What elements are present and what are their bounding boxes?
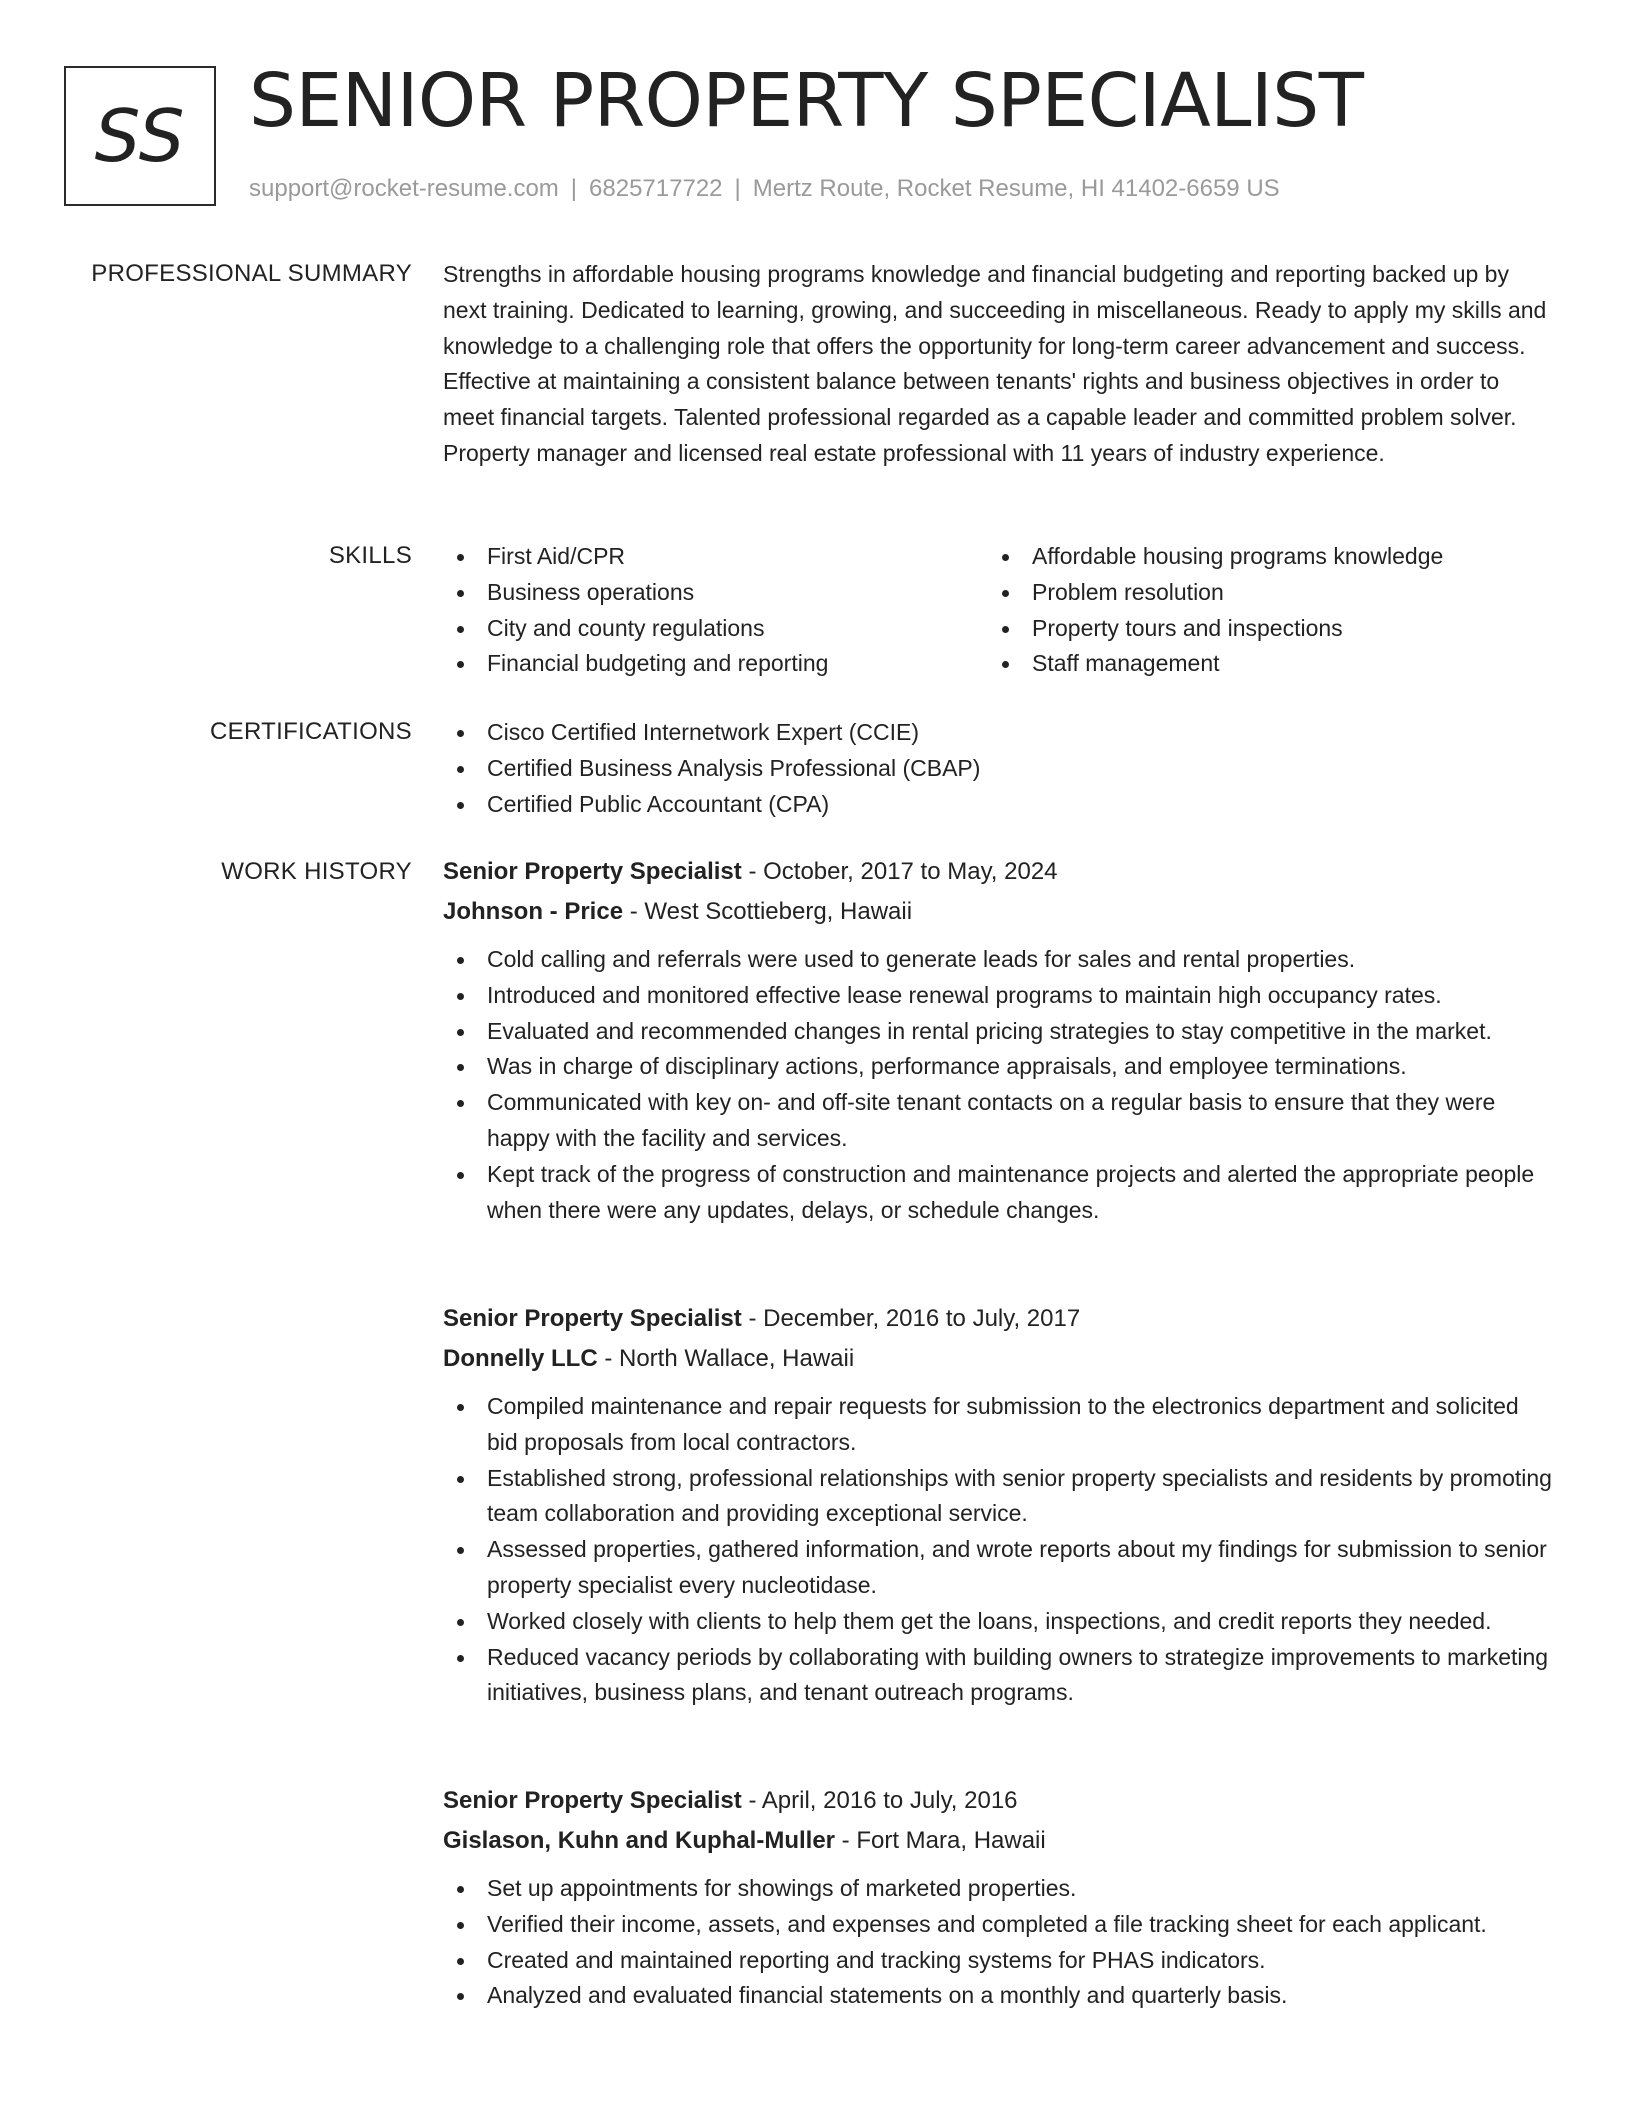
- certification-item: Certified Public Accountant (CPA): [443, 787, 1555, 823]
- monogram-box: [64, 66, 216, 206]
- contact-email[interactable]: support@rocket-resume.com: [249, 175, 559, 202]
- certification-item: Certified Business Analysis Professional (CBAP): [443, 751, 1555, 787]
- job-dates: October, 2017 to May, 2024: [763, 858, 1058, 885]
- job-bullet: Was in charge of disciplinary actions, performance appraisals, and employee terminations.: [443, 1049, 1555, 1085]
- contact-separator: |: [570, 175, 578, 202]
- certifications-section: [443, 715, 1555, 822]
- job-bullet: Evaluated and recommended changes in rental pricing strategies to stay competitive in the market.: [443, 1014, 1555, 1050]
- job-title-line: [443, 852, 1555, 892]
- certification-item: Cisco Certified Internetwork Expert (CCIE): [443, 715, 1555, 751]
- contact-phone[interactable]: 6825717722: [589, 175, 723, 202]
- resume-title: SENIOR PROPERTY SPECIALIST: [249, 58, 1364, 144]
- job-company-line: [443, 892, 1555, 932]
- section-label-certifications: CERTIFICATIONS: [210, 718, 412, 745]
- job-bullet: Communicated with key on- and off-site tenant contacts on a regular basis to ensure that they were happy with the facility and services.: [443, 1085, 1555, 1157]
- job-location: Fort Mara, Hawaii: [856, 1827, 1046, 1854]
- section-label-work-history: WORK HISTORY: [221, 858, 412, 885]
- contact-address: Mertz Route, Rocket Resume, HI 41402-6659 US: [752, 175, 1280, 202]
- monogram-initials: SS: [94, 94, 186, 178]
- dash: -: [623, 898, 645, 925]
- job-bullets: [443, 1389, 1555, 1711]
- job-bullet: Created and maintained reporting and tracking systems for PHAS indicators.: [443, 1943, 1555, 1979]
- dash: -: [741, 1787, 762, 1814]
- job-company-line: [443, 1339, 1555, 1379]
- skill-item: Affordable housing programs knowledge: [988, 539, 1548, 575]
- job-bullet: Assessed properties, gathered information, and wrote reports about my findings for submission to senior property specialist every nucleotidase.: [443, 1532, 1555, 1604]
- job-bullet: Cold calling and referrals were used to generate leads for sales and rental properties.: [443, 942, 1555, 978]
- dash: -: [597, 1345, 619, 1372]
- job-company: Johnson - Price: [443, 898, 624, 925]
- job-entry: [443, 852, 1555, 1228]
- job-entry: [443, 1781, 1555, 2014]
- job-bullet: Compiled maintenance and repair requests for submission to the electronics department and solicited bid proposals from local contractors.: [443, 1389, 1555, 1461]
- job-company: Donnelly LLC: [443, 1345, 598, 1372]
- job-bullets: [443, 1871, 1555, 2014]
- dash: -: [741, 858, 764, 885]
- job-bullet: Established strong, professional relationships with senior property specialists and residents by promoting team collaboration and providing exceptional service.: [443, 1461, 1555, 1533]
- job-dates: April, 2016 to July, 2016: [761, 1787, 1018, 1814]
- skill-item: City and county regulations: [443, 611, 988, 647]
- job-dates: December, 2016 to July, 2017: [763, 1305, 1081, 1332]
- job-location: North Wallace, Hawaii: [619, 1345, 855, 1372]
- job-bullet: Set up appointments for showings of marketed properties.: [443, 1871, 1555, 1907]
- dash: -: [741, 1305, 764, 1332]
- skill-item: Problem resolution: [988, 575, 1548, 611]
- contact-separator: |: [734, 175, 741, 202]
- job-company-line: [443, 1821, 1555, 1861]
- contact-line: [249, 171, 1280, 207]
- skill-item: First Aid/CPR: [443, 539, 988, 575]
- skill-item: Property tours and inspections: [988, 611, 1548, 647]
- skills-section: [443, 539, 1555, 682]
- skill-item: Staff management: [988, 646, 1548, 682]
- job-title-line: [443, 1299, 1555, 1339]
- job-bullet: Verified their income, assets, and expenses and completed a file tracking sheet for each applicant.: [443, 1907, 1555, 1943]
- job-bullet: Analyzed and evaluated financial statements on a monthly and quarterly basis.: [443, 1978, 1555, 2014]
- job-title-line: [443, 1781, 1555, 1821]
- job-location: West Scottieberg, Hawaii: [644, 898, 913, 925]
- summary-section: [443, 257, 1555, 472]
- skills-list-left: [443, 539, 988, 682]
- dash: -: [835, 1827, 857, 1854]
- job-bullet: Kept track of the progress of construction and maintenance projects and alerted the appropriate people when there were any updates, delays, or schedule changes.: [443, 1157, 1555, 1229]
- job-bullets: [443, 942, 1555, 1228]
- job-company: Gislason, Kuhn and Kuphal-Muller: [443, 1827, 836, 1854]
- job-bullet: Reduced vacancy periods by collaborating with building owners to strategize improvements to marketing initiatives, business plans, and tenant outreach programs.: [443, 1640, 1555, 1712]
- section-label-summary: PROFESSIONAL SUMMARY: [91, 260, 412, 287]
- summary-text: Strengths in affordable housing programs knowledge and financial budgeting and reporting backed up by next training. Dedicated to learning, growing, and succeeding in miscellaneous. Ready to apply my skills and knowledge to a challenging role that offers the opportunity for long-term career advancement and success. Effective at maintaining a consistent balance between tenants' rights and business objectives in order to meet financial targets. Talented professional regarded as a capable leader and committed problem solver. Property manager and licensed real estate professional with 11 years of industry experience.: [443, 261, 1547, 466]
- section-label-skills: SKILLS: [328, 542, 412, 569]
- job-bullet: Worked closely with clients to help them get the loans, inspections, and credit reports they needed.: [443, 1604, 1555, 1640]
- job-entry: [443, 1299, 1555, 1711]
- job-title: Senior Property Specialist: [443, 858, 742, 885]
- job-bullet: Introduced and monitored effective lease renewal programs to maintain high occupancy rates.: [443, 978, 1555, 1014]
- job-title: Senior Property Specialist: [443, 1305, 742, 1332]
- skill-item: Business operations: [443, 575, 988, 611]
- certifications-list: [443, 715, 1555, 822]
- skill-item: Financial budgeting and reporting: [443, 646, 988, 682]
- skills-list-right: [988, 539, 1548, 682]
- job-title: Senior Property Specialist: [443, 1787, 742, 1814]
